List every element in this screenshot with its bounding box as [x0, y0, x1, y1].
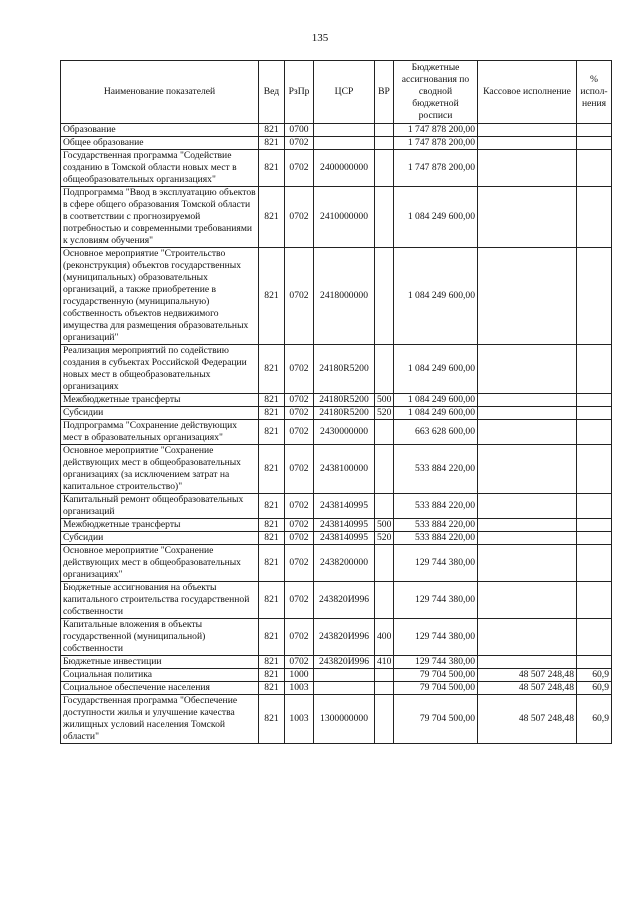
cell-pct	[577, 532, 612, 545]
cell-pct: 60,9	[577, 682, 612, 695]
cell-pct	[577, 445, 612, 494]
cell-budget: 663 628 600,00	[394, 420, 478, 445]
cell-vr: 400	[375, 619, 394, 656]
cell-rzpr: 1000	[285, 669, 314, 682]
cell-rzpr: 0702	[285, 187, 314, 248]
cell-csr	[314, 669, 375, 682]
header-pct: % испол-нения	[577, 61, 612, 124]
table-row	[61, 545, 612, 582]
page-number: 135	[311, 32, 329, 44]
cell-ved: 821	[259, 407, 285, 420]
cell-vr: 500	[375, 519, 394, 532]
cell-kassa	[478, 420, 577, 445]
table-row	[61, 187, 612, 248]
table-row	[61, 445, 612, 494]
cell-name: Основное мероприятие "Строительство (реконструкция) объектов государственных (муниципальных) образовательных организаций, а также приобретение в государственную (муниципальную) собственность объектов недвижимого имущества для размещения образовательных организаций"	[61, 248, 259, 345]
cell-csr: 2438140995	[314, 532, 375, 545]
cell-budget: 1 084 249 600,00	[394, 407, 478, 420]
header-csr: ЦСР	[314, 61, 375, 124]
cell-name: Реализация мероприятий по содействию создания в субъектах Российской Федерации новых мест в общеобразовательных организациях	[61, 345, 259, 394]
cell-csr	[314, 124, 375, 137]
cell-name: Общее образование	[61, 137, 259, 150]
cell-csr	[314, 682, 375, 695]
cell-budget: 1 084 249 600,00	[394, 345, 478, 394]
cell-rzpr: 0702	[285, 519, 314, 532]
cell-csr: 2438140995	[314, 494, 375, 519]
cell-vr	[375, 682, 394, 695]
cell-csr: 243820И996	[314, 582, 375, 619]
cell-vr: 500	[375, 394, 394, 407]
cell-rzpr: 0702	[285, 582, 314, 619]
cell-kassa	[478, 545, 577, 582]
cell-pct	[577, 345, 612, 394]
cell-rzpr: 0702	[285, 248, 314, 345]
cell-kassa	[478, 124, 577, 137]
cell-name: Государственная программа "Обеспечение доступности жилья и улучшение качества жилищных условий населения Томской области"	[61, 695, 259, 744]
cell-pct	[577, 619, 612, 656]
cell-csr: 2438200000	[314, 545, 375, 582]
cell-vr	[375, 582, 394, 619]
cell-ved: 821	[259, 619, 285, 656]
cell-kassa	[478, 619, 577, 656]
cell-pct: 60,9	[577, 669, 612, 682]
cell-rzpr: 0702	[285, 394, 314, 407]
cell-vr	[375, 695, 394, 744]
cell-ved: 821	[259, 124, 285, 137]
cell-rzpr: 0702	[285, 532, 314, 545]
budget-table	[60, 60, 612, 744]
cell-budget: 533 884 220,00	[394, 494, 478, 519]
cell-ved: 821	[259, 494, 285, 519]
cell-rzpr: 0702	[285, 137, 314, 150]
cell-kassa	[478, 494, 577, 519]
cell-ved: 821	[259, 345, 285, 394]
cell-csr: 24180R5200	[314, 394, 375, 407]
cell-rzpr: 0702	[285, 619, 314, 656]
cell-vr	[375, 545, 394, 582]
cell-pct	[577, 407, 612, 420]
cell-budget: 129 744 380,00	[394, 619, 478, 656]
cell-pct	[577, 394, 612, 407]
cell-rzpr: 0700	[285, 124, 314, 137]
table-header-row	[61, 61, 612, 124]
cell-budget: 129 744 380,00	[394, 656, 478, 669]
cell-pct	[577, 124, 612, 137]
cell-name: Социальная политика	[61, 669, 259, 682]
cell-kassa	[478, 519, 577, 532]
cell-rzpr: 0702	[285, 420, 314, 445]
cell-kassa	[478, 150, 577, 187]
cell-vr	[375, 137, 394, 150]
header-rzpr: РзПр	[285, 61, 314, 124]
cell-pct	[577, 187, 612, 248]
cell-kassa	[478, 407, 577, 420]
cell-budget: 1 747 878 200,00	[394, 150, 478, 187]
cell-name: Социальное обеспечение населения	[61, 682, 259, 695]
cell-rzpr: 0702	[285, 656, 314, 669]
cell-vr	[375, 445, 394, 494]
cell-budget: 1 747 878 200,00	[394, 137, 478, 150]
cell-vr	[375, 124, 394, 137]
cell-vr: 520	[375, 532, 394, 545]
cell-vr	[375, 494, 394, 519]
cell-csr: 2438140995	[314, 519, 375, 532]
table-row	[61, 695, 612, 744]
table-row	[61, 494, 612, 519]
cell-budget: 129 744 380,00	[394, 582, 478, 619]
cell-name: Межбюджетные трансферты	[61, 519, 259, 532]
cell-budget: 1 084 249 600,00	[394, 187, 478, 248]
cell-pct	[577, 150, 612, 187]
cell-name: Бюджетные инвестиции	[61, 656, 259, 669]
cell-vr	[375, 248, 394, 345]
cell-budget: 79 704 500,00	[394, 669, 478, 682]
cell-budget: 533 884 220,00	[394, 519, 478, 532]
cell-rzpr: 0702	[285, 345, 314, 394]
header-ved: Вед	[259, 61, 285, 124]
cell-rzpr: 0702	[285, 150, 314, 187]
table-row	[61, 150, 612, 187]
cell-name: Подпрограмма "Ввод в эксплуатацию объектов в сфере общего образования Томской области в соответствии с прогнозируемой потребностью и современными требованиями к условиям обучения"	[61, 187, 259, 248]
table-row	[61, 420, 612, 445]
cell-csr: 24180R5200	[314, 345, 375, 394]
cell-csr: 2430000000	[314, 420, 375, 445]
cell-ved: 821	[259, 445, 285, 494]
cell-ved: 821	[259, 150, 285, 187]
cell-rzpr: 1003	[285, 682, 314, 695]
cell-vr: 410	[375, 656, 394, 669]
cell-name: Капитальный ремонт общеобразовательных организаций	[61, 494, 259, 519]
cell-pct	[577, 545, 612, 582]
table-row	[61, 582, 612, 619]
cell-pct	[577, 420, 612, 445]
cell-csr: 2418000000	[314, 248, 375, 345]
cell-name: Образование	[61, 124, 259, 137]
cell-kassa	[478, 248, 577, 345]
cell-vr	[375, 420, 394, 445]
cell-ved: 821	[259, 656, 285, 669]
table-row	[61, 682, 612, 695]
cell-kassa	[478, 532, 577, 545]
cell-rzpr: 0702	[285, 545, 314, 582]
table-row	[61, 394, 612, 407]
table-row	[61, 137, 612, 150]
cell-pct	[577, 519, 612, 532]
cell-rzpr: 0702	[285, 494, 314, 519]
header-budget: Бюджетные ассигнования по сводной бюджетной росписи	[394, 61, 478, 124]
cell-budget: 1 084 249 600,00	[394, 394, 478, 407]
cell-rzpr: 0702	[285, 445, 314, 494]
header-kassa: Кассовое исполнение	[478, 61, 577, 124]
cell-csr: 1300000000	[314, 695, 375, 744]
cell-budget: 1 747 878 200,00	[394, 124, 478, 137]
cell-rzpr: 0702	[285, 407, 314, 420]
cell-kassa	[478, 656, 577, 669]
cell-kassa	[478, 137, 577, 150]
cell-name: Основное мероприятие "Сохранение действующих мест в общеобразовательных организациях (за исключением затрат на капитальное строительство)"	[61, 445, 259, 494]
cell-pct: 60,9	[577, 695, 612, 744]
cell-rzpr: 1003	[285, 695, 314, 744]
table-row	[61, 532, 612, 545]
cell-budget: 79 704 500,00	[394, 682, 478, 695]
cell-pct	[577, 582, 612, 619]
cell-budget: 129 744 380,00	[394, 545, 478, 582]
cell-ved: 821	[259, 695, 285, 744]
cell-csr: 2438100000	[314, 445, 375, 494]
cell-kassa: 48 507 248,48	[478, 669, 577, 682]
cell-budget: 1 084 249 600,00	[394, 248, 478, 345]
cell-name: Межбюджетные трансферты	[61, 394, 259, 407]
header-name: Наименование показателей	[61, 61, 259, 124]
cell-ved: 821	[259, 137, 285, 150]
cell-ved: 821	[259, 682, 285, 695]
cell-name: Субсидии	[61, 407, 259, 420]
cell-csr: 2400000000	[314, 150, 375, 187]
cell-vr	[375, 150, 394, 187]
cell-ved: 821	[259, 248, 285, 345]
table-row	[61, 124, 612, 137]
cell-kassa	[478, 445, 577, 494]
cell-vr	[375, 187, 394, 248]
cell-name: Бюджетные ассигнования на объекты капитального строительства государственной собственности	[61, 582, 259, 619]
cell-vr: 520	[375, 407, 394, 420]
cell-ved: 821	[259, 669, 285, 682]
cell-name: Основное мероприятие "Сохранение действующих мест в общеобразовательных организациях"	[61, 545, 259, 582]
cell-pct	[577, 494, 612, 519]
cell-name: Субсидии	[61, 532, 259, 545]
cell-kassa	[478, 582, 577, 619]
cell-budget: 533 884 220,00	[394, 445, 478, 494]
cell-budget: 79 704 500,00	[394, 695, 478, 744]
cell-ved: 821	[259, 420, 285, 445]
cell-kassa: 48 507 248,48	[478, 682, 577, 695]
table-row	[61, 519, 612, 532]
cell-pct	[577, 137, 612, 150]
cell-vr	[375, 345, 394, 394]
cell-budget: 533 884 220,00	[394, 532, 478, 545]
cell-vr	[375, 669, 394, 682]
header-vr: ВР	[375, 61, 394, 124]
cell-csr: 243820И996	[314, 619, 375, 656]
table-row	[61, 407, 612, 420]
cell-ved: 821	[259, 582, 285, 619]
cell-csr: 243820И996	[314, 656, 375, 669]
cell-ved: 821	[259, 545, 285, 582]
cell-ved: 821	[259, 519, 285, 532]
cell-ved: 821	[259, 532, 285, 545]
cell-name: Капитальные вложения в объекты государственной (муниципальной) собственности	[61, 619, 259, 656]
table-row	[61, 656, 612, 669]
cell-kassa	[478, 187, 577, 248]
cell-name: Государственная программа "Содействие созданию в Томской области новых мест в общеобразовательных организациях"	[61, 150, 259, 187]
table-row	[61, 619, 612, 656]
cell-name: Подпрограмма "Сохранение действующих мест в образовательных организациях"	[61, 420, 259, 445]
cell-kassa	[478, 345, 577, 394]
cell-ved: 821	[259, 394, 285, 407]
cell-csr: 2410000000	[314, 187, 375, 248]
table-row	[61, 248, 612, 345]
cell-pct	[577, 248, 612, 345]
cell-ved: 821	[259, 187, 285, 248]
table-row	[61, 345, 612, 394]
cell-kassa: 48 507 248,48	[478, 695, 577, 744]
cell-csr	[314, 137, 375, 150]
cell-kassa	[478, 394, 577, 407]
cell-csr: 24180R5200	[314, 407, 375, 420]
table-row	[61, 669, 612, 682]
cell-pct	[577, 656, 612, 669]
